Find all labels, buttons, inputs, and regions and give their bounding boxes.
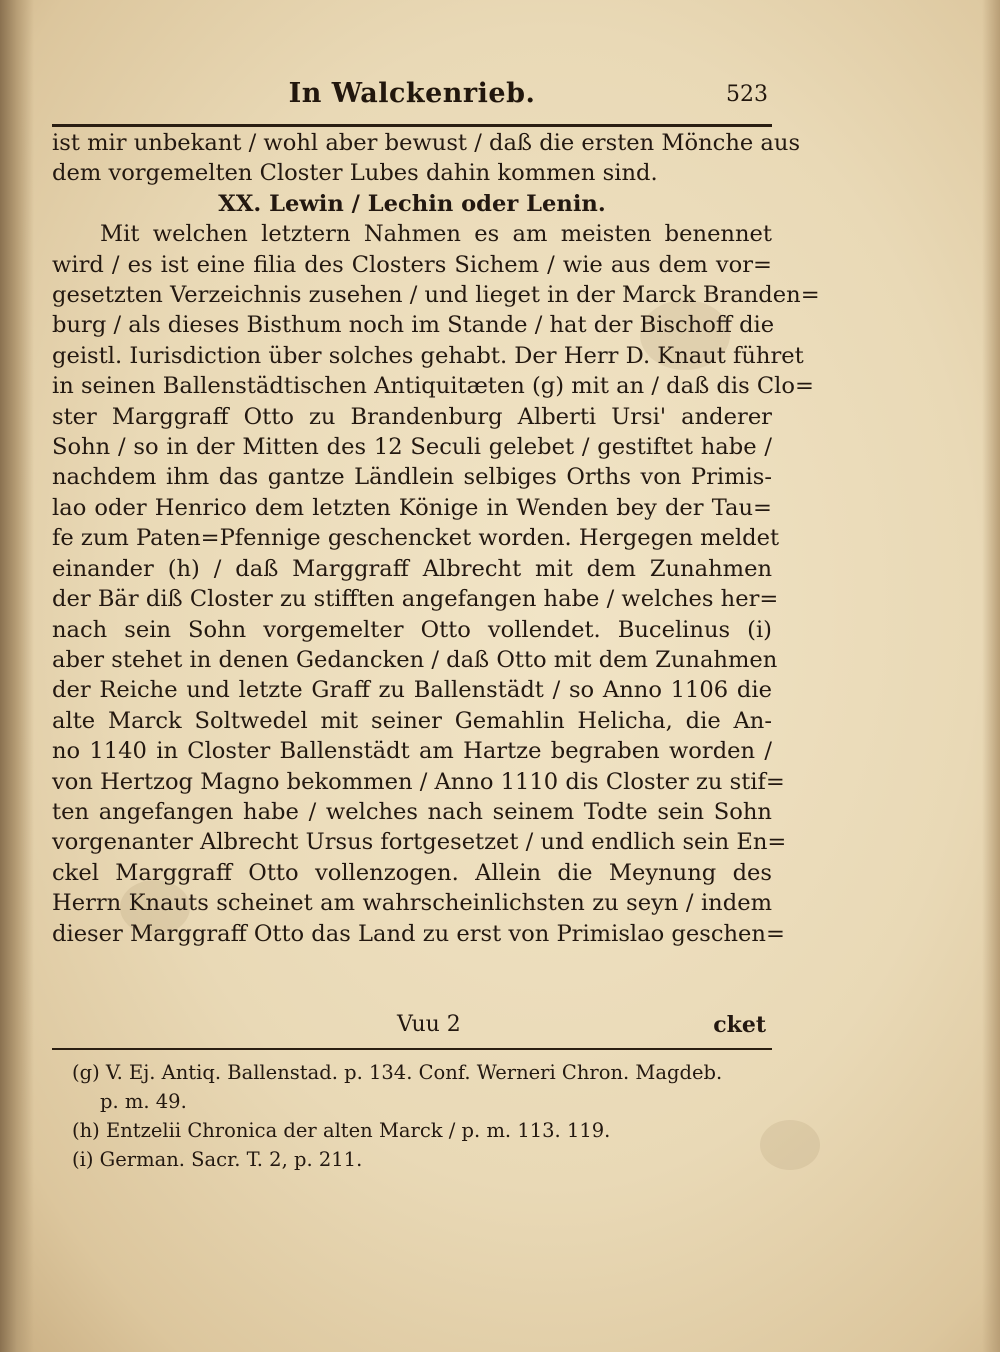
text-line: vorgenanter Albrecht Ursus fortgesetzet / und endlich sein En= [52,829,787,856]
text-line: alte Marck Soltwedel mit seiner Gemahlin Helicha, die An- [52,707,772,734]
text-line: in seinen Ballenstädtischen Antiquitæten (g) mit an / daß dis Clo= [52,373,814,400]
text-line: ten angefangen habe / welches nach seinem Todte sein Sohn [52,798,772,825]
body-text [52,128,820,949]
text-line: der Bär diß Closter zu stifften angefangen habe / welches her= [52,586,779,613]
footnotes [72,1058,772,1174]
text-line: der Reiche und letzte Graff zu Ballenstädt / so Anno 1106 die [52,677,772,704]
text-line: einander (h) / daß Marggraff Albrecht mit dem Zunahmen [52,555,772,582]
text-line: Herrn Knauts scheinet am wahrscheinlichsten zu seyn / indem [52,890,772,917]
text-line: Mit welchen letztern Nahmen es am meisten benennet [100,221,772,248]
footnote-g: (g) V. Ej. Antiq. Ballenstad. p. 134. Conf. Werneri Chron. Magdeb. [72,1061,723,1084]
signature-mark: Vuu 2 [397,1012,461,1037]
text-line: Sohn / so in der Mitten des 12 Seculi gelebet / gestiftet habe / [52,434,772,461]
catch-line [52,1012,772,1044]
text-line: ster Marggraff Otto zu Brandenburg Alberti Ursi' anderer [52,403,772,430]
footnote-i: (i) German. Sacr. T. 2, p. 211. [72,1148,363,1171]
header-rule [52,124,772,127]
catchword: cket [713,1012,766,1038]
footnote-g-continued: p. m. 49. [100,1090,187,1113]
text-line: aber stehet in denen Gedancken / daß Otto mit dem Zunahmen [52,646,778,673]
text-line: no 1140 in Closter Ballenstädt am Hartze begraben worden / [52,738,772,765]
section-heading: XX. Lewin / Lechin oder Lenin. [218,190,606,217]
text-line: geistl. Iurisdiction über solches gehabt. Der Herr D. Knaut führet [52,342,804,369]
text-line: von Hertzog Magno bekommen / Anno 1110 dis Closter zu stif= [52,768,785,795]
text-line: nach sein Sohn vorgemelter Otto vollendet. Bucelinus (i) [52,616,772,643]
text-line: burg / als dieses Bisthum noch im Stande / hat der Bischoff die [52,312,775,339]
text-line: dem vorgemelten Closter Lubes dahin kommen sind. [52,160,658,187]
text-line: gesetzten Verzeichnis zusehen / und lieget in der Marck Branden= [52,282,820,309]
text-line: fe zum Paten=Pfennige geschencket worden. Hergegen meldet [52,525,780,552]
footnote-h: (h) Entzelii Chronica der alten Marck / p. m. 113. 119. [72,1119,611,1142]
page-header [52,72,772,124]
footnote-rule [52,1048,772,1050]
text-line: ist mir unbekant / wohl aber bewust / daß die ersten Mönche aus [52,130,801,156]
page-number: 523 [726,82,768,107]
text-line: nachdem ihm das gantze Ländlein selbiges Orths von Primis- [52,464,772,491]
text-line: wird / es ist eine filia des Closters Sichem / wie aus dem vor= [52,251,772,278]
text-line: dieser Marggraff Otto das Land zu erst von Primislao geschen= [52,920,785,947]
text-line: lao oder Henrico dem letzten Könige in Wenden bey der Tau= [52,494,772,521]
text-line: ckel Marggraff Otto vollenzogen. Allein die Meynung des [52,859,772,886]
running-head: In Walckenrieb. [288,78,536,109]
